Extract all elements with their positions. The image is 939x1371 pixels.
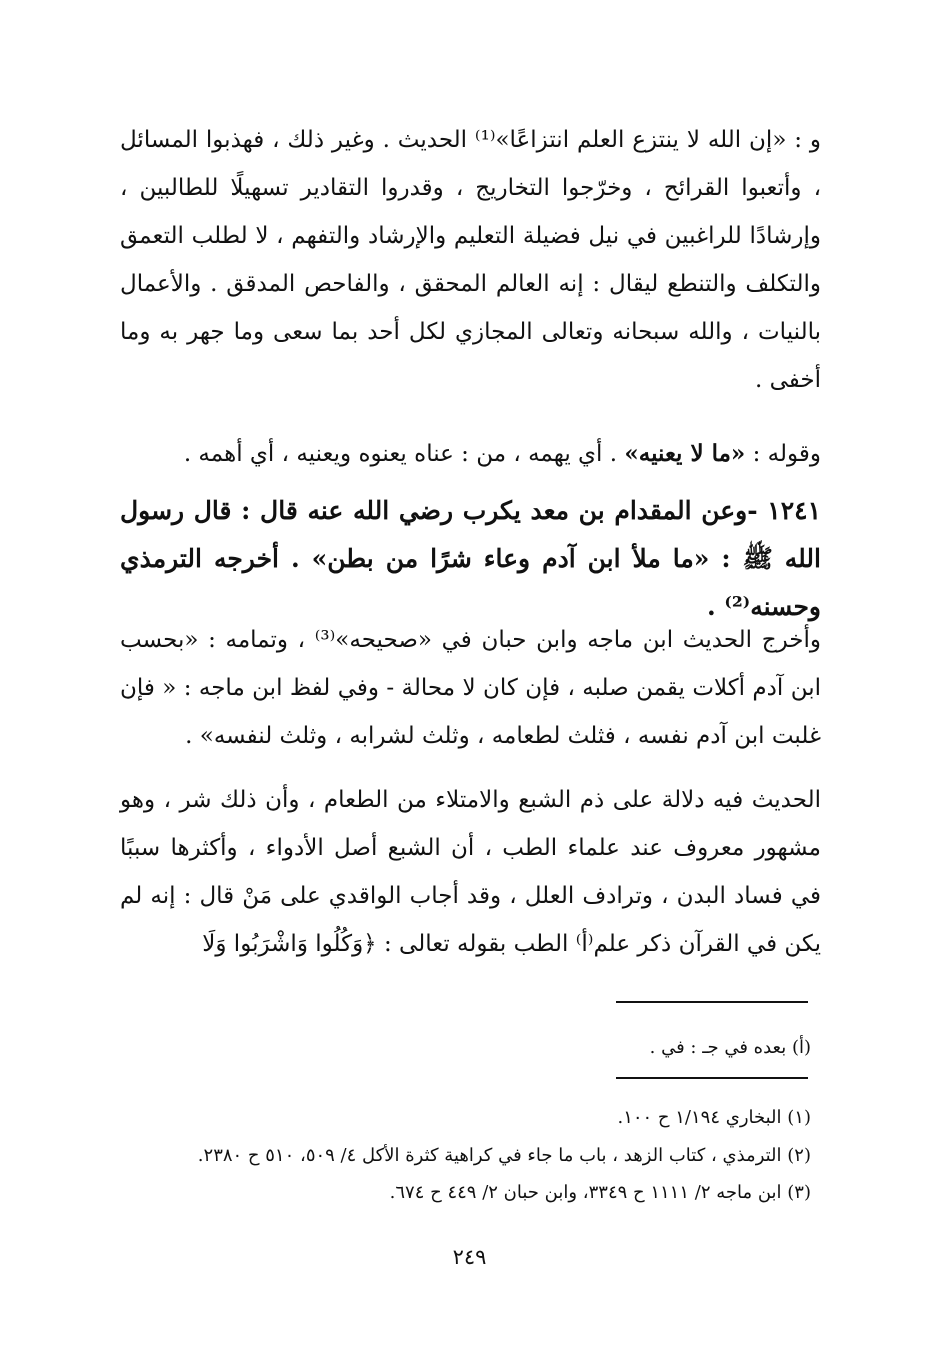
hadith-text: ١٢٤١ -وعن المقدام بن معد يكرب رضي الله عنه قال : قال رسول الله ﷺ : «ما ملأ ابن آدم وعاء شرًا من بطن» . أخرجه الترمذي وحسنه⁽²⁾ . bbox=[120, 496, 821, 621]
paragraph-discussion: الحديث فيه دلالة على ذم الشبع والامتلاء من الطعام ، وأن ذلك شر ، وهو مشهور معروف عند علماء الطب ، أن الشبع أصل الأدواء ، وأكثرها سببًا في فساد البدن ، وترادف العلل ، وقد أجاب الواقدي على مَنْ قال : إنه لم يكن في القرآن ذكر علم⁽أ⁾ الطب بقوله تعالى : ﴿وَكُلُوا وَاشْرَبُوا وَلَا bbox=[120, 787, 821, 957]
variant-note: (أ) بعده في جـ : في . bbox=[649, 1037, 811, 1058]
paragraph-intro: و : «إن الله لا ينتزع العلم انتزاعًا»⁽¹⁾ الحديث . وغير ذلك ، فهذبوا المسائل ، وأتعبوا القرائح ، وخرّجوا التخاريج ، وقدروا التقادير تسهيلًا للطالبين ، وإرشادًا للراغبين في نيل فضيلة التعليم والإرشاد والتفهم ، لا لطلب التعمق والتكلف والتنطع ليقال : إنه العالم المحقق ، والفاحص المدقق . والأعمال بالنيات ، والله سبحانه وتعالى المجازي لكل أحد بما سعى وما جهر به وما أخفى . bbox=[120, 127, 821, 393]
footnote-divider-bottom bbox=[616, 1077, 808, 1079]
paragraph-explanation bbox=[120, 430, 821, 478]
paragraph-commentary: وأخرج الحديث ابن ماجه وابن حبان في «صحيحه»⁽³⁾ ، وتمامه : «بحسب ابن آدم أكلات يقمن صلبه ، فإن كان لا محالة - وفي لفظ ابن ماجه : « فإن غلبت ابن آدم نفسه ، فثلث لطعامه ، وثلث لشرابه ، وثلث لنفسه» . bbox=[120, 627, 822, 749]
footnote-1: (١) البخاري ١/١٩٤ ح ١٠٠. bbox=[617, 1107, 811, 1128]
footnote-2: (٢) الترمذي ، كتاب الزهد ، باب ما جاء في كراهية كثرة الأكل ٤/ ٥٠٩، ٥١٠ ح ٢٣٨٠. bbox=[197, 1145, 811, 1166]
footnote-divider-top bbox=[616, 1001, 808, 1003]
quoted-phrase: «ما لا يعنيه» bbox=[624, 440, 746, 467]
footnote-3: (٣) ابن ماجه ٢/ ١١١١ ح ٣٣٤٩، وابن حبان ٢/ ٤٤٩ ح ٦٧٤. bbox=[389, 1182, 811, 1203]
paragraph-explanation-rest: . أي يهمه ، من : عناه يعنوه ويعنيه ، أي أهمه . bbox=[183, 441, 625, 467]
page-number: ٢٤٩ bbox=[452, 1245, 487, 1269]
paragraph-explanation-prefix: وقوله : bbox=[745, 441, 821, 467]
